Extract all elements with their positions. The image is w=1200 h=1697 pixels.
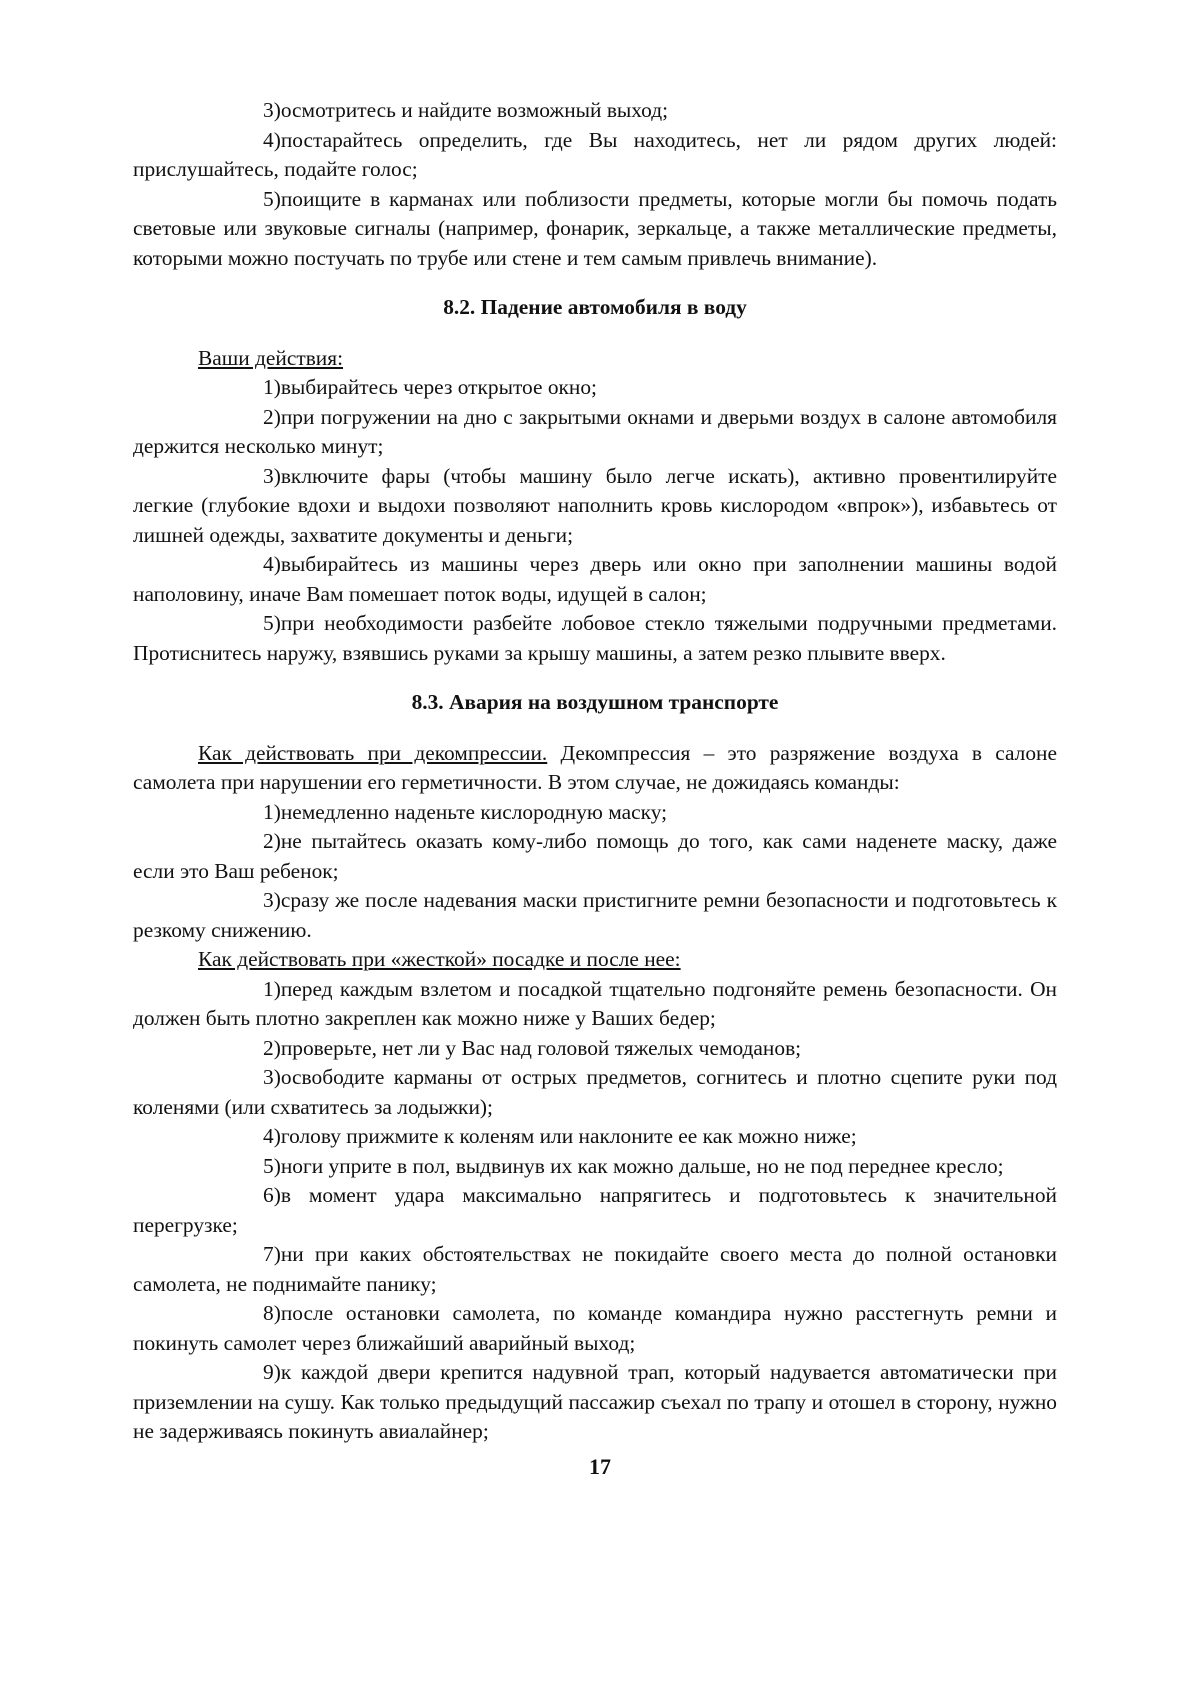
item-number: 3) — [263, 1065, 281, 1089]
intro-underlined: Ваши действия: — [198, 345, 344, 370]
page-number: 17 — [589, 1454, 611, 1479]
item-number: 2) — [263, 404, 281, 429]
item-text: немедленно наденьте кислородную маску; — [280, 799, 668, 824]
list-item — [133, 1181, 1057, 1240]
item-text: освободите карманы от острых предметов, согнитесь и плотно сцепите руки под коленями (или схватитесь за лодыжки); — [133, 1065, 1057, 1119]
item-text: включите фары (чтобы машину было легче искать), активно провентилируйте легкие (глубокие вдохи и выдохи позволяют наполнить кровь кислородом «впрок»), избавьтесь от лишней одежды, захватите документы и деньги; — [133, 463, 1057, 547]
list-item — [133, 1122, 1057, 1152]
item-text: выбирайтесь из машины через дверь или окно при заполнении машины водой наполовину, иначе Вам помешает поток воды, идущей в салон; — [133, 552, 1057, 606]
list-item — [133, 1034, 1057, 1064]
item-text: поищите в карманах или поблизости предметы, которые могли бы помочь подать световые или звуковые сигналы (например, фонарик, зеркальце, а также металлические предметы, которыми можно постучать по трубе или стене и тем самым привлечь внимание). — [133, 186, 1057, 270]
list-item — [133, 1063, 1057, 1122]
list-item — [133, 798, 1057, 828]
item-text: при необходимости разбейте лобовое стекло тяжелыми подручными предметами. Протиснитесь наружу, взявшись руками за крышу машины, а затем резко плывите вверх. — [133, 611, 1057, 665]
list-item — [133, 96, 1057, 126]
list-item — [133, 185, 1057, 274]
item-number: 6) — [263, 1183, 281, 1207]
item-text: сразу же после надевания маски пристигните ремни безопасности и подготовьтесь к резкому снижению. — [133, 888, 1057, 942]
item-number: 3) — [263, 463, 281, 488]
item-text: ни при каких обстоятельствах не покидайте своего места до полной остановки самолета, не поднимайте панику; — [133, 1242, 1057, 1296]
item-number: 1) — [263, 799, 281, 824]
item-text: проверьте, нет ли у Вас над головой тяжелых чемоданов; — [280, 1035, 802, 1060]
item-number: 3) — [263, 98, 281, 122]
section-intro — [133, 344, 1057, 374]
section-heading-8-2: 8.2. Падение автомобиля в воду — [443, 295, 747, 319]
item-number: 3) — [263, 888, 281, 912]
item-text: к каждой двери крепится надувной трап, который надувается автоматически при приземлении на сушу. Как только предыдущий пассажир съехал по трапу и отошел в сторону, нужно не задерживаясь покинуть авиалайнер; — [133, 1360, 1057, 1443]
item-text: при погружении на дно с закрытыми окнами и дверьми воздух в салоне автомобиля держится несколько минут; — [133, 404, 1057, 458]
item-text: осмотритесь и найдите возможный выход; — [280, 98, 669, 122]
item-number: 4) — [263, 1124, 281, 1148]
section-8-2 — [133, 344, 1057, 669]
landing-paragraph — [133, 945, 1057, 975]
landing-heading: Как действовать при «жесткой» посадке и после нее: — [198, 947, 681, 971]
item-number: 5) — [263, 611, 281, 635]
list-item — [133, 373, 1057, 403]
list-item — [133, 1358, 1057, 1447]
item-text: в момент удара максимально напрягитесь и подготовьтесь к значительной перегрузке; — [133, 1183, 1057, 1237]
item-text: перед каждым взлетом и посадкой тщательно подгоняйте ремень безопасности. Он должен быть плотно закреплен как можно ниже у Ваших бедер; — [133, 976, 1057, 1030]
item-number: 2) — [263, 829, 281, 853]
item-text: ноги уприте в пол, выдвинув их как можно дальше, но не под переднее кресло; — [280, 1153, 1004, 1178]
item-number: 4) — [263, 127, 281, 152]
item-text: не пытайтесь оказать кому-либо помощь до того, как сами наденете маску, даже если это Ваш ребенок; — [133, 829, 1057, 883]
item-number: 7) — [263, 1242, 281, 1266]
list-item — [133, 126, 1057, 185]
list-item — [133, 827, 1057, 886]
item-number: 8) — [263, 1301, 281, 1325]
list-item — [133, 609, 1057, 668]
item-number: 2) — [263, 1035, 281, 1060]
item-text: постарайтесь определить, где Вы находитесь, нет ли рядом других людей: прислушайтесь, подайте голос; — [133, 127, 1057, 181]
list-item — [133, 462, 1057, 551]
item-number: 4) — [263, 552, 281, 576]
section-8-3 — [133, 739, 1057, 1447]
list-item — [133, 1240, 1057, 1299]
decompression-paragraph — [133, 739, 1057, 798]
list-item — [133, 886, 1057, 945]
item-text: выбирайтесь через открытое окно; — [280, 375, 597, 399]
list-item — [133, 975, 1057, 1034]
page-body — [133, 96, 1057, 1447]
decompression-text: Декомпрессия – это разряжение воздуха в салоне самолета при нарушении его герметичности. В этом случае, не дожидаясь команды: — [133, 740, 1057, 794]
list-item — [133, 1299, 1057, 1358]
decompression-heading: Как действовать при декомпрессии. — [198, 740, 548, 765]
top-list — [133, 96, 1057, 273]
item-text: после остановки самолета, по команде командира нужно расстегнуть ремни и покинуть самолет через ближайший аварийный выход; — [133, 1301, 1057, 1355]
item-number: 5) — [263, 186, 281, 211]
item-number: 1) — [263, 976, 281, 1001]
item-number: 9) — [263, 1360, 281, 1384]
list-item — [133, 403, 1057, 462]
list-item — [133, 550, 1057, 609]
item-text: голову прижмите к коленям или наклоните ее как можно ниже; — [280, 1124, 857, 1148]
item-number: 5) — [263, 1153, 281, 1178]
item-number: 1) — [263, 375, 281, 399]
list-item — [133, 1152, 1057, 1182]
section-heading-8-3: 8.3. Авария на воздушном транспорте — [411, 690, 779, 714]
